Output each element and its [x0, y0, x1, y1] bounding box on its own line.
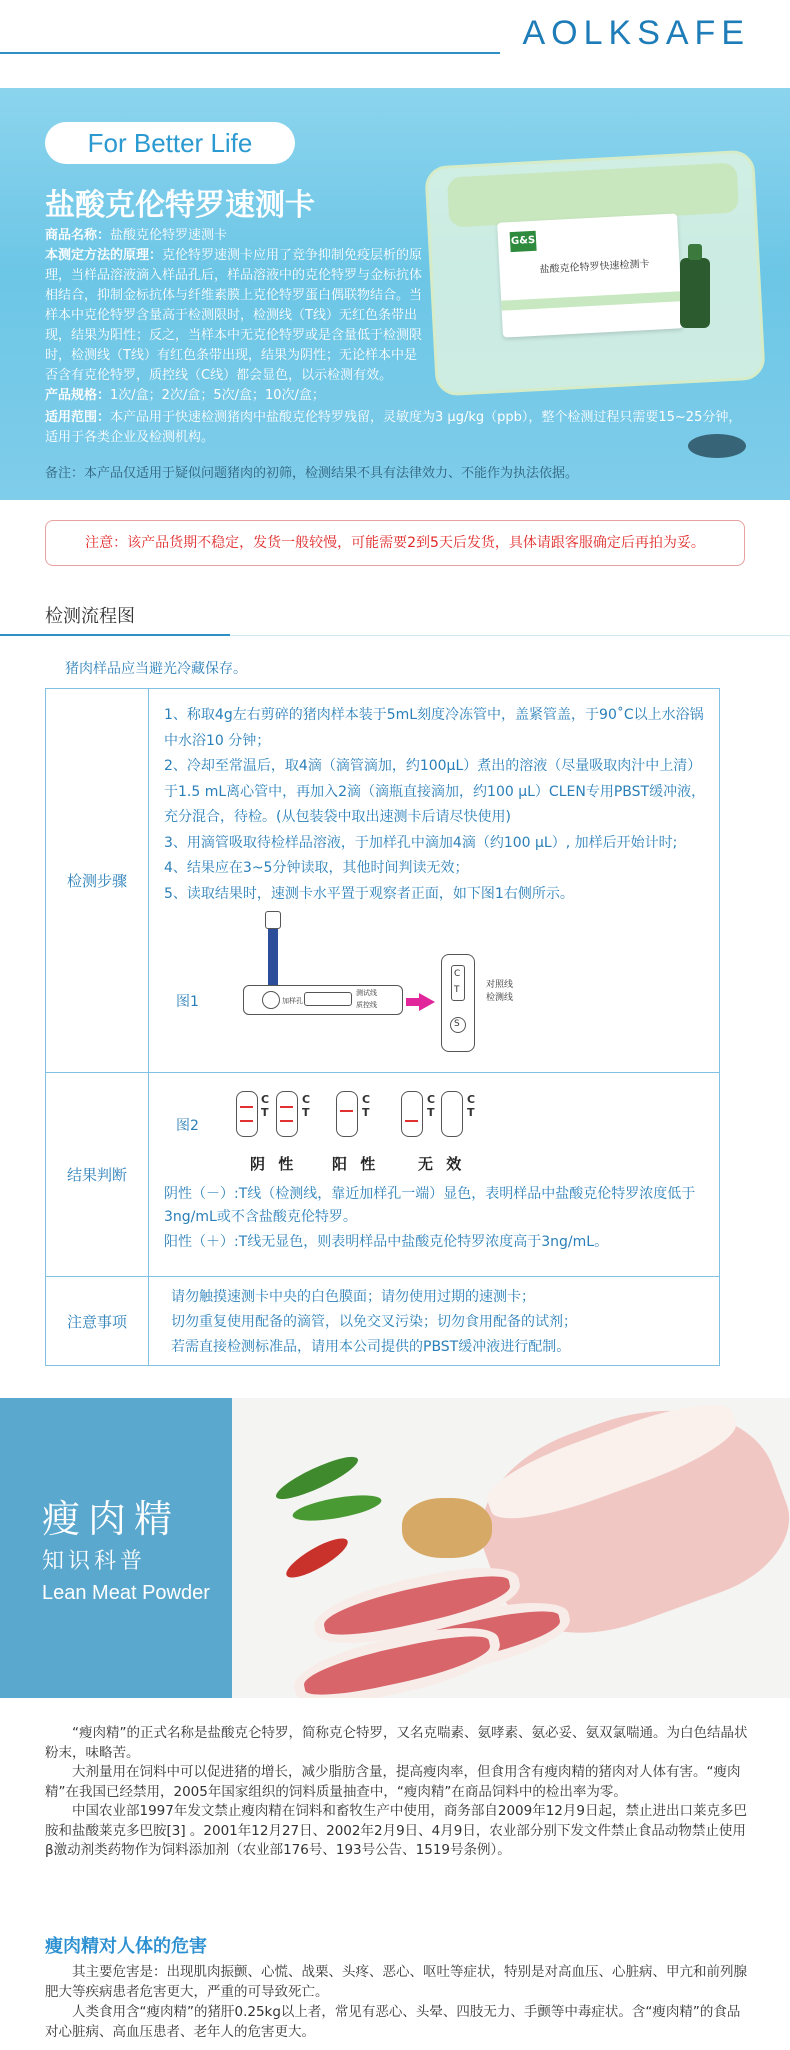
header-divider — [0, 52, 500, 54]
invalid-card-1-ct: C T — [427, 1093, 436, 1119]
scope-text: 本产品用于快速检测猪肉中盐酸克伦特罗残留，灵敏度为3 μg/kg（ppb），整个检测过程只需要15~25分钟，适用于各类企业及检测机构。 — [45, 410, 742, 445]
hero-note: 备注：本产品仅适用于疑似问题猪肉的初筛，检测结果不具有法律效力、不能作为执法依据。 — [45, 466, 579, 481]
product-name-label: 商品名称： — [45, 228, 111, 243]
article-paragraph: “瘦肉精”的正式名称是盐酸克仑特罗，简称克仑特罗，又名克喘素、氨哮素、氨必妥、氨双氯喘通。为白色结晶状粉末，味略苦。 — [45, 1725, 748, 1761]
attention-item: 切勿重复使用配备的滴管，以免交叉污染；切勿食用配备的试剂； — [171, 1314, 577, 1330]
lean-title: 瘦肉精 — [42, 1497, 181, 1541]
fig1-legend — [486, 979, 513, 1005]
invalid-card-1 — [401, 1091, 423, 1137]
positive-card-ct: C T — [362, 1093, 371, 1119]
brand-logo: AOLKSAFE — [522, 14, 750, 52]
kit-card — [497, 213, 683, 337]
test-strip-horizontal — [243, 985, 403, 1015]
steps-list — [164, 703, 709, 907]
kit-stripe — [501, 291, 681, 310]
positive-card — [336, 1091, 358, 1137]
kit-name: 盐酸克伦特罗快速检测卡 — [539, 258, 650, 276]
c-line-mark: C — [454, 969, 461, 979]
arrow-right-icon — [419, 993, 435, 1011]
c-line — [280, 1106, 293, 1108]
principle-text: 克伦特罗速测卡应用了竞争抑制免疫层析的原理，当样品溶液滴入样品孔后，样品溶液中的克伦特罗与金标抗体相结合，抑制金标抗体与纤维素膜上克伦特罗蛋白偶联物结合。当样本中克伦特罗含量高于检测限时，检测线（T线）无红色条带出现，结果为阳性；反之，当样本中无克伦特罗或是含量低于检测限时，检测线（T线）有红色条带出现，结果为阴性；无论样本中是否含有克伦特罗，质控线（C线）都会显色，以示检测有效。 — [45, 248, 423, 383]
result-label: 结果判断 — [46, 1073, 149, 1276]
product-description — [45, 226, 425, 406]
pork-fat-layer — [479, 1398, 744, 1534]
principle-label: 本测定方法的原理： — [45, 248, 163, 263]
invalid-title: 无 效 — [418, 1155, 466, 1173]
article-paragraph: 大剂量用在饲料中可以促进猪的增长，减少脂肪含量，提高瘦肉率，但食用含有瘦肉精的猪肉对人体有害。“瘦肉精”在我国已经禁用，2005年国家组织的饲料质量抽查中，“瘦肉精”在商品饲料中的检出率为零。 — [45, 1764, 741, 1800]
attention-item: 请勿触摸速测卡中央的白色膜面；请勿使用过期的速测卡； — [171, 1289, 535, 1305]
ginger — [402, 1498, 492, 1558]
fig1-label: 图1 — [176, 994, 199, 1010]
sample-well — [262, 991, 280, 1009]
lean-subtitle: 知识科普 — [42, 1549, 147, 1574]
fig2-label: 图2 — [176, 1118, 199, 1134]
step-4: 4、结果应在3~5分钟读取，其他时间判读无效； — [164, 860, 469, 876]
green-pepper — [291, 1490, 383, 1525]
lean-english: Lean Meat Powder — [42, 1582, 210, 1604]
kit-brand-mark: G&S — [510, 231, 537, 252]
strip-label-sample: 加样孔 — [282, 997, 303, 1005]
result-row — [46, 1073, 719, 1277]
attention-item: 若需直接检测标准品，请用本公司提供的PBST缓冲液进行配制。 — [171, 1339, 571, 1355]
attention-row — [46, 1277, 719, 1365]
steps-row — [46, 689, 719, 1073]
attention-label: 注意事项 — [46, 1277, 149, 1365]
scope-label: 适用范围： — [45, 410, 111, 425]
harm-body — [45, 1962, 750, 2042]
step-3: 3、用滴管吸取待检样品溶液，于加样孔中滴加4滴（约100 μL）, 加样后开始计时; — [164, 834, 678, 851]
product-hero — [0, 88, 790, 500]
harm-heading: 瘦肉精对人体的危害 — [45, 1936, 207, 1957]
process-table — [45, 688, 720, 1366]
dropper-bulb — [265, 911, 281, 929]
c-line — [240, 1106, 253, 1108]
positive-title: 阳 性 — [332, 1155, 380, 1173]
slogan-pill: For Better Life — [45, 122, 295, 164]
t-line — [405, 1120, 418, 1122]
negative-card-1-ct: C T — [261, 1093, 270, 1119]
arrow-shaft — [406, 998, 420, 1006]
reagent-bottle — [680, 258, 710, 328]
scope-block — [45, 408, 745, 448]
harm-paragraph: 人类食用含“瘦肉精”的猪肝0.25kg以上者，常见有恶心、头晕、四肢无力、手颤等中毒症状。含“瘦肉精”的食品对心脏病、高血压患者、老年人的危害更大。 — [45, 2004, 741, 2040]
product-title: 盐酸克伦特罗速测卡 — [45, 188, 315, 223]
attention-list — [171, 1285, 711, 1360]
page-header — [0, 0, 790, 88]
section-divider-accent — [0, 634, 230, 636]
dropper-illustration — [268, 927, 278, 987]
strip-label-control: 质控线 — [356, 1001, 377, 1009]
lean-meat-banner — [0, 1398, 790, 1698]
legend-test-line: 检测线 — [486, 993, 514, 1003]
storage-instruction: 猪肉样品应当避光冷藏保存。 — [65, 661, 247, 677]
negative-title: 阴 性 — [250, 1155, 298, 1173]
steps-label: 检测步骤 — [46, 689, 149, 1072]
red-pepper — [282, 1532, 353, 1584]
s-well-mark: S — [454, 1019, 460, 1029]
result-window — [304, 992, 352, 1006]
negative-card-2 — [276, 1091, 298, 1137]
positive-explanation: 阳性（＋）:T线无显色，则表明样品中盐酸克伦特罗浓度高于3ng/mL。 — [164, 1234, 609, 1250]
invalid-card-2 — [441, 1091, 463, 1137]
step-2: 2、冷却至常温后，取4滴（滴管滴加，约100μL）煮出的溶液（尽量吸取肉汁中上清）于1.5 mL离心管中，再加入2滴（滴瓶直接滴加，约100 μL）CLEN专用PBST缓冲液，充分混合，待检。(从包装袋中取出速测卡后请尽快使用) — [164, 758, 706, 825]
step-5: 5、读取结果时，速测卡水平置于观察者正面，如下图1右侧所示。 — [164, 885, 574, 902]
section-divider — [230, 635, 790, 636]
article-paragraph: 中国农业部1997年发文禁止瘦肉精在饲料和畜牧生产中使用，商务部自2009年12月9日起，禁止进出口莱克多巴胺和盐酸莱克多巴胺[3] 。2001年12月27日、2002年2月9日、4月9日，农业部分别下发文件禁止食品动物禁止使用β激动剂类药物作为饲料添加剂（农业部176号、193号公告、1519号条例）。 — [45, 1803, 747, 1858]
t-line — [240, 1120, 253, 1122]
kit-box-image — [430, 158, 760, 398]
product-name: 盐酸克伦特罗速测卡 — [110, 228, 228, 243]
legend-control-line: 对照线 — [486, 980, 514, 990]
bottle-cap — [688, 244, 702, 260]
article-body — [45, 1724, 750, 1861]
negative-card-1 — [236, 1091, 258, 1137]
spec-label: 产品规格： — [45, 388, 111, 403]
invalid-card-2-ct: C T — [467, 1093, 476, 1119]
harm-paragraph: 其主要危害是：出现肌肉振颤、心慌、战栗、头疼、恶心、呕吐等症状，特别是对高血压、心脏病、甲亢和前列腺肥大等疾病患者危害更大，严重的可导致死亡。 — [45, 1964, 747, 2000]
step-1: 1、称取4g左右剪碎的猪肉样本装于5mL刻度冷冻管中，盖紧管盖，于90˚C以上水浴锅中水浴10 分钟； — [164, 707, 704, 749]
process-section-title: 检测流程图 — [45, 606, 135, 627]
c-line — [340, 1110, 353, 1112]
t-line — [280, 1120, 293, 1122]
shipping-notice: 注意：该产品货期不稳定，发货一般较慢，可能需要2到5天后发货，具体请跟客服确定后再拍为妥。 — [45, 520, 745, 566]
negative-explanation: 阴性（－）:T线（检测线，靠近加样孔一端）显色，表明样品中盐酸克伦特罗浓度低于3ng/mL或不含盐酸克伦特罗。 — [164, 1186, 696, 1225]
negative-card-2-ct: C T — [302, 1093, 311, 1119]
t-line-mark: T — [454, 985, 460, 995]
pork-photo — [232, 1398, 790, 1698]
test-strip-vertical — [441, 954, 475, 1052]
decorative-shadow — [688, 434, 746, 458]
strip-label-test: 测试线 — [356, 989, 377, 997]
spec-text: 1次/盒；2次/盒；5次/盒；10次/盒； — [110, 388, 325, 403]
